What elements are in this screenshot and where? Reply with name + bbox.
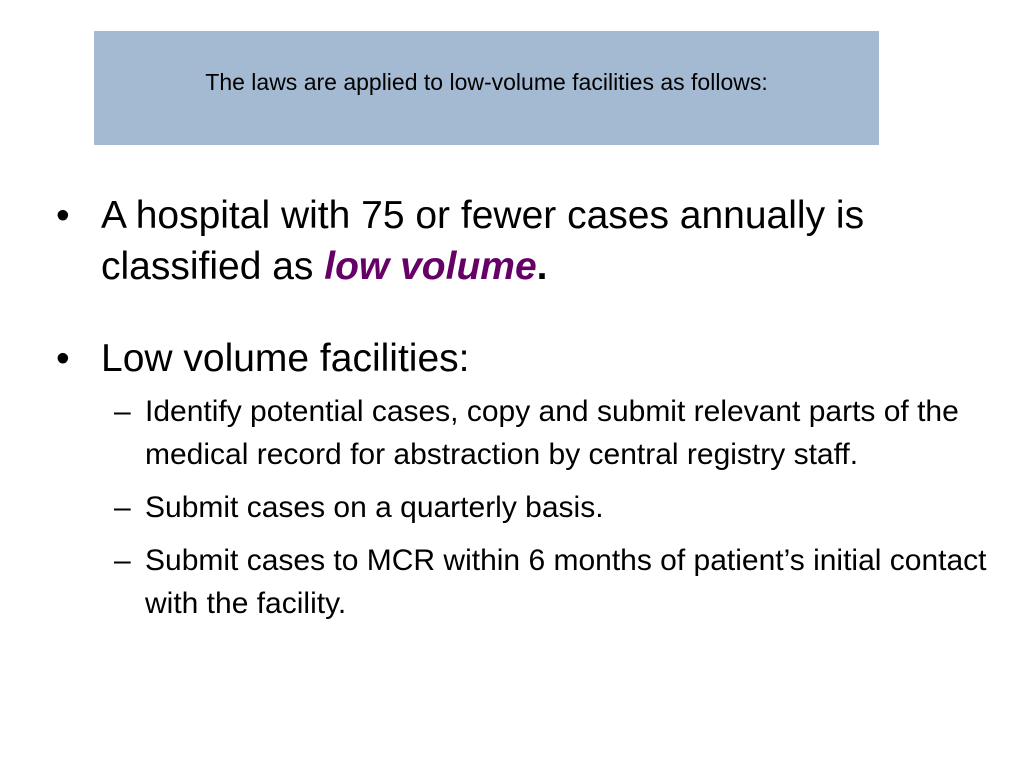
sub-bullet-text: Identify potential cases, copy and submit relevant parts of the medical record for abstraction by central registry staff. bbox=[145, 395, 959, 471]
bullet-text-after: . bbox=[536, 245, 548, 288]
slide-body bbox=[56, 190, 996, 625]
sub-bullet-marker: – bbox=[114, 544, 131, 577]
sub-bullet-marker: – bbox=[114, 491, 131, 524]
low-volume-emphasis: low volume bbox=[324, 245, 537, 288]
slide-title: The laws are applied to low-volume facilities as follows: bbox=[205, 68, 768, 95]
sub-bullet-text: Submit cases on a quarterly basis. bbox=[145, 491, 604, 524]
sub-bullet-item bbox=[114, 486, 996, 529]
bullet-text: Low volume facilities: bbox=[101, 337, 470, 380]
sub-bullet-item bbox=[114, 539, 996, 625]
sub-bullet-text: Submit cases to MCR within 6 months of patient’s initial contact with the facility. bbox=[145, 544, 987, 620]
bullet-text-before: A hospital with 75 or fewer cases annually is classified as bbox=[101, 194, 865, 288]
slide-title-box bbox=[94, 31, 879, 145]
sub-bullet-marker: – bbox=[114, 395, 131, 428]
bullet-marker: • bbox=[56, 337, 70, 380]
bullet-item bbox=[56, 333, 996, 384]
bullet-text bbox=[101, 190, 996, 292]
bullet-marker: • bbox=[56, 194, 70, 237]
sub-bullet-item bbox=[114, 390, 996, 476]
bullet-item bbox=[56, 190, 996, 292]
